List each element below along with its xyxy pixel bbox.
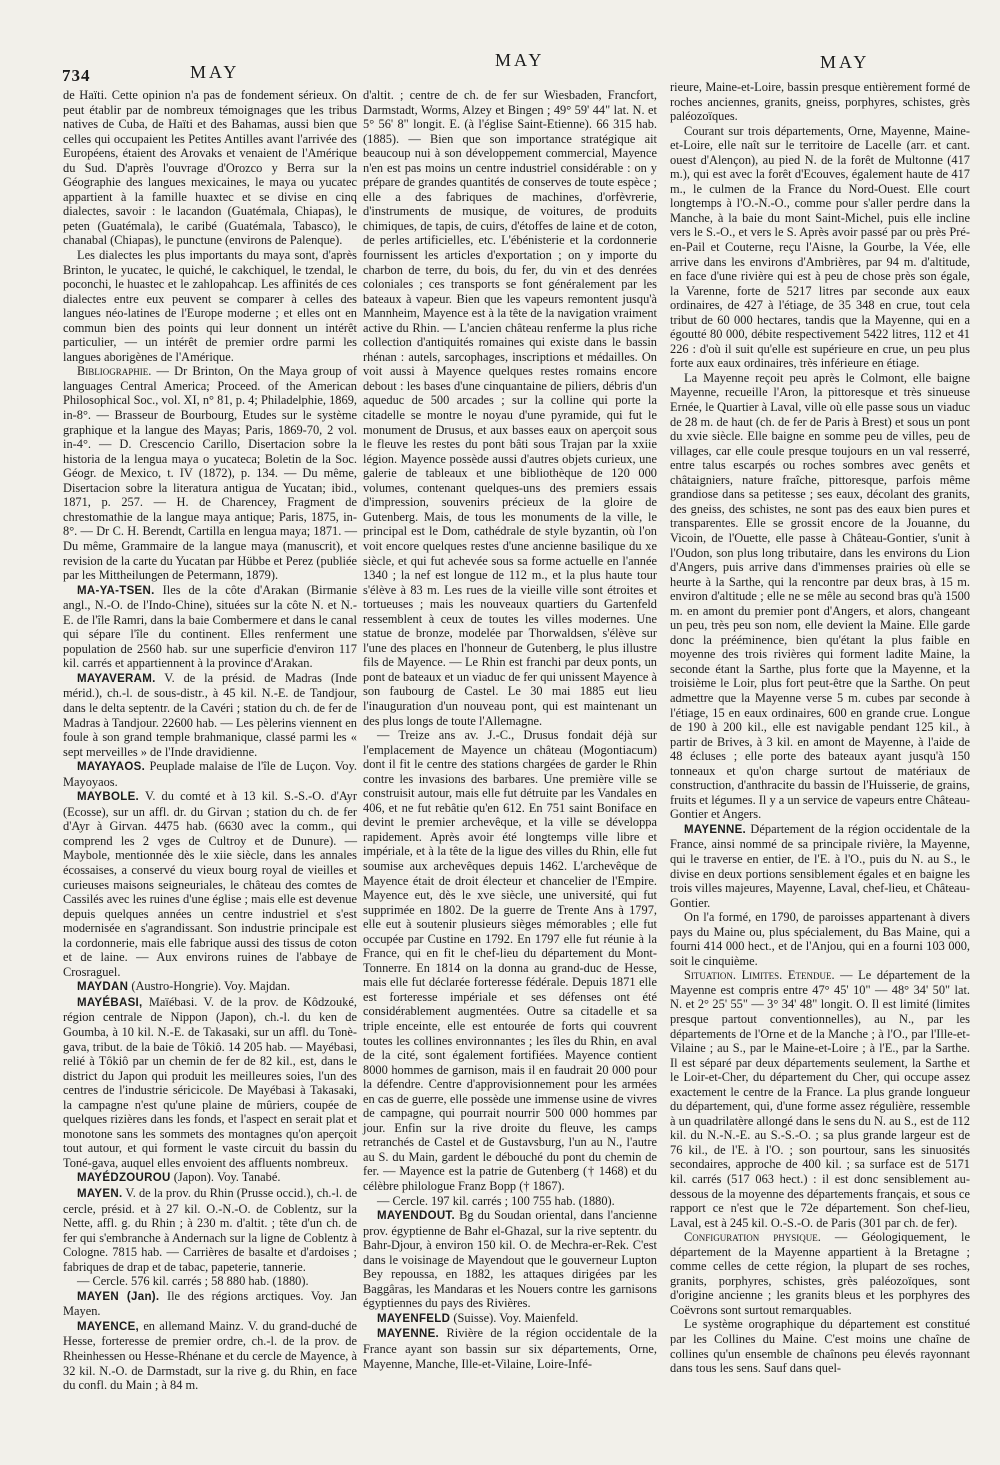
headword: MAYÉDZOUROU xyxy=(77,1172,171,1185)
column-1 xyxy=(63,88,357,1393)
headword: MAYENCE, xyxy=(77,1320,140,1333)
section-label: Situation. Limites. Etendue. xyxy=(684,968,835,983)
entry-mayence xyxy=(63,1319,357,1393)
entry-mayendout xyxy=(363,1208,657,1311)
bibliography-text: — Dr Brinton, On the Maya group of languages Central America; Proceed. of the American Philosophical Soc., vol. XI, n° 81, p. 4; Philadelphie, 1869, in-8°. — Brasseur de Bourbourg, Etudes sur le système graphique et la langue des Mayas; Paris, 1869-70, 2 vol. in-4°. — D. Crescencio Carillo, Disertacion sobre la historia de la lengua maya o yucateca; Boletin de la Soc. Géogr. de Mexico, t. IV (1872), p. 134. — Du même, Disertacion sobre la literatura antigua de Yucatan; ibid., 1871, p. 257. — H. de Charencey, Fragment de chrestomathie de la langue maya antique; Paris, 1875, in-8°. — Dr C. H. Berendt, Cartilla en lengua maya; 1871. — Du même, Grammaire de la langue maya (manuscrit), et revision de la carte du Yucatan par Hübbe et Perez (publiée par les Mittheilungen de Petermann, 1879). xyxy=(63,364,357,583)
entry-text: Bg du Soudan oriental, dans l'ancienne prov. égyptienne de Bahr el-Ghazal, sur la rive septentr. du Bahr-Djour, à environ 150 kil. O. de Mechra-er-Rek. C'est dans le voisinage de Mayendout que le gouverneur Lupton Bey repoussa, en 1882, les attaques dirigées par les Baggâras, les Mandaras et les Nouers contre les garnisons égyptiennes du pays des Rivières. xyxy=(363,1208,657,1311)
column-3 xyxy=(670,80,970,1376)
section-orography: Le système orographique du département est constitué par les Collines du Maine. C'est moins une chaîne de collines qu'un ensemble de chaînons peu élevés rayonnant dans tous les sens. Sauf dans quel- xyxy=(670,1317,970,1376)
headword: MAYENDOUT. xyxy=(377,1210,455,1223)
entry-mayayaos xyxy=(63,759,357,789)
entry-text: (Japon). Voy. Tanabé. xyxy=(173,1170,281,1185)
entry-mayen-cercle: — Cercle. 576 kil. carrés ; 58 880 hab. (1880). xyxy=(77,1274,309,1289)
entry-mayenne-course: Courant sur trois départements, Orne, Mayenne, Maine-et-Loire, elle naît sur le territoire de Lacelle (arr. et cant. ouest d'Alençon), au pied N. de la forêt de Multonne (417 m.), qui est avec la forêt d'Ecouves, également haute de 417 m., le culmen de la France du Nord-Ouest. Elle court longtemps à l'O.-N.-O., comme pour s'aller perdre dans la Manche, à la baie du mont Saint-Michel, puis elle incline vers le S.-O., et vers le S. Après avoir passé par ou près Pré-en-Pail et Couterne, reçu l'Aisne, la Gourbe, la Vée, elle arrive dans les environs d'Ambrières, par 94 m. d'altitude, en face d'une rivière qui est à peu de chose près son égale, la Varenne, forte de 5217 litres par seconde aux eaux ordinaires, de 427 à l'étiage, de 35 348 en crue, tout cela tribut de 60 000 hectares, tandis que la Mayenne, qui en a égoutté 80 000, débite respectivement 5422 litres, 112 et 41 226 : d'où il suit qu'elle est supérieure en crue, un peu plus forte aux eaux ordinaires, très inférieure en étiage. xyxy=(670,123,970,371)
headword: MAYENFELD xyxy=(377,1312,451,1325)
entry-text: en allemand Mainz. V. du grand-duché de Hesse, forteresse de premier ordre, ch.-l. de la prov. de Rheinhessen ou Hesse-Rhénane et du cercle de Mayence, à 32 kil. N.-O. de Darmstadt, sur la rive g. du Rhin, en face du confl. du Main ; à 84 m. xyxy=(63,1318,357,1393)
headword: MAYAVERAM. xyxy=(77,672,156,685)
entry-mayenne-river xyxy=(363,1326,657,1371)
entry-text: Rivière de la région occidentale de la France ayant son bassin sur six départements, Orne, Mayenne, Manche, Ille-et-Vilaine, Loire-Infé- xyxy=(363,1326,657,1371)
entry-mayenfeld xyxy=(363,1311,657,1327)
headword: MA-YA-TSEN. xyxy=(77,584,155,597)
entry-mayen xyxy=(63,1186,357,1274)
running-head-right: MAY xyxy=(820,52,870,72)
running-head-left: MAY xyxy=(190,62,240,82)
entry-maybole xyxy=(63,789,357,979)
entry-text: V. de la prov. du Rhin (Prusse occid.), ch.-l. de cercle, présid. et à 27 kil. O.-N.-O. de Coblentz, sur la Nette, affl. g. du Rhin ; à 230 m. d'altit. ; tête d'un ch. de fer qui s'embranche à Andernach sur la ligne de Coblentz à Cologne. 7815 hab. — Carrières de basalte et d'ardoises ; fabriques de drap et de tabac, papeterie, tannerie. xyxy=(63,1186,358,1274)
entry-mayedzourou xyxy=(63,1170,357,1186)
bibliography-label: Bibliographie. xyxy=(77,364,152,379)
entry-mayence-history: — Treize ans av. J.-C., Drusus fondait déjà sur l'emplacement de Mayence un château (Mogontiacum) dont il fit le centre des stations chargées de garder le Rhin contre les invasions des barbares. Une première ville se construisit autour, mais elle fut détruite par les Vandales en 406, et ne fut rebâtie qu'en 612. En 751 saint Boniface en devint le premier archevêque, et la ville se développa rapidement. Après avoir été longtemps ville libre et impériale, et à la tête de la ligue des villes du Rhin, elle fut soumise aux archevêques depuis 1462. L'archevêque de Mayence était de droit électeur et chancelier de l'Empire. Mayence eut, dès le xve siècle, une université, qui fut supprimée en 1802. De la guerre de Trente Ans à 1797, elle eut à soutenir plusieurs sièges mémorables ; elle fut occupée par Custine en 1792. En 1797 elle fut réunie à la France, qui en fit le chef-lieu du département du Mont-Tonnerre. En 1814 on la donna au grand-duc de Hesse, mais elle fut déclarée forteresse fédérale. Depuis 1871 elle est forteresse impériale et ses défenses ont été considérablement augmentées. Outre sa citadelle et sa triple enceinte, elle est entourée de forts qui couvrent toutes les collines environnantes ; les îles du Rhin, en aval de la cité, sont également fortifiées. Mayence contient 8000 hommes de garnison, mais il en faudrait 20 000 pour la défendre. Centre d'approvisionnement pour les armées en cas de guerre, elle possède une immense usine de vivres de campagne, qui pourrait nourrir 500 000 hommes par jour. Enfin sur la rive droite du fleuve, les camps retranchés de Castel et de Gustavsburg, l'un au N., l'autre au S. du Main, gardent le débouché du pont du chemin de fer. — Mayence est la patrie de Gutenberg († 1468) et du célèbre philologue Franz Bopp († 1867). xyxy=(363,728,657,1194)
entry-text: Maïébasi. V. de la prov. de Kôdzouké, région centrale de Nippon (Japon), ch.-l. du ken de Goumba, à 10 kil. N.-E. de Takasaki, sur un affl. du Tonè-gava, tribut. de la baie de Tôkiô. 14 205 hab. — Mayébasi, relié à Tôkiô par un chemin de fer de 82 kil., est, dans le district du Japon qui produit les meilleures soies, l'un des centres de l'industrie séricicole. De Mayébasi à Takasaki, la campagne n'est qu'une plaine de mûriers, coupée de quelques rizières dans les fonds, et l'aspect en serait plat et monotone sans les sommets des montagnes qu'on aperçoit tout autour, et qui forment le vaste circuit du bassin du Toné-gava, auquel elles envoient des affluents nombreux. xyxy=(63,994,357,1170)
section-configuration xyxy=(670,1230,970,1317)
entry-text: (Austro-Hongrie). Voy. Majdan. xyxy=(131,979,291,994)
headword: MAYEN (Jan). xyxy=(77,1290,160,1303)
entry-maydan xyxy=(63,979,357,995)
entry-mayence-cont: d'altit. ; centre de ch. de fer sur Wiesbaden, Francfort, Darmstadt, Worms, Alzey et Bingen ; 49° 59' 44" lat. N. et 5° 56' 8" longit. E. (à l'église Saint-Etienne). 66 315 hab. (1885). — Bien que son importance stratégique ait beaucoup nui à son développement commercial, Mayence n'en est pas moins un centre industriel considérable : on y prépare de grandes quantités de conserves de toute espèce ; elle a des fabriques de machines, d'orfèvrerie, d'instruments de musique, de voitures, de produits chimiques, de tapis, de cuirs, d'étoffes de laine et de coton, de perles artificielles, etc. L'ébénisterie et la cordonnerie fournissent les articles d'exportation ; on y importe du charbon de terre, du bois, du fer, du vin et des denrées coloniales ; ces transports se font généralement par les bateaux à vapeur. Bien que les vapeurs remontent jusqu'à Mannheim, Mayence est à la tête de la navigation vraiment active du Rhin. — L'ancien château renferme la plus riche collection d'antiquités romaines qui existe dans le bassin rhénan : autels, sarcophages, inscriptions et médailles. On voit aussi à Mayence quelques restes romains encore debout : les bases d'une cinquantaine de piliers, débris d'un aqueduc de 500 arcades ; sur la colline qui porte la citadelle se montre le noyau d'une pyramide, qui fut le monument de Drusus, et aux basses eaux on aperçoit sous le fleuve les restes du pont bâti sous Trajan par la xxiie légion. Mayence possède aussi d'autres objets curieux, une galerie de tableaux et une bibliothèque de 120 000 volumes, contenant quelques-uns des premiers essais d'impression, souvenirs précieux de la gloire de Gutenberg. Mais, de tous les monuments de la ville, le principal est le Dom, cathédrale de style byzantin, où l'on voit encore quelques restes d'une ancienne basilique du xe siècle, et qui fut achevée sous sa forme actuelle en l'année 1340 ; la nef est longue de 112 m., et la plus haute tour s'élève à 83 m. Les rues de la vieille ville sont étroites et tortueuses ; mais les nouveaux quartiers du Gartenfeld ressemblent à ceux de toutes les villes modernes. Une statue de bronze, modelée par Thorwaldsen, s'élève sur l'une des places en l'honneur de Gutenberg, le plus illustre fils de Mayence. — Le Rhin est franchi par deux ponts, un pont de bateaux et un viaduc de fer qui unissent Mayence à son faubourg de Castel. Le 30 mai 1885 eut lieu l'inauguration d'un nouveau pont, qui est maintenant un des plus longs de toute l'Allemagne. xyxy=(363,88,657,728)
section-text: — Géologiquement, le département de la Mayenne appartient à la Bretagne ; comme celles de cette région, la plupart de ses roches, granits, porphyres, schistes, grès paléozoïques, sont d'origine ancienne ; les granits bleus et les porphyres des Coëvrons sont surtout remarquables. xyxy=(670,1230,970,1317)
headword: MAYAYAOS. xyxy=(77,761,146,774)
entry-text: Ile des régions arctiques. Voy. Jan Mayen. xyxy=(63,1288,357,1319)
entry-mayence-cercle: — Cercle. 197 kil. carrés ; 100 755 hab. (1880). xyxy=(377,1193,615,1208)
entry-mayaveram xyxy=(63,671,357,759)
entry-text: Iles de la côte d'Arakan (Birmanie angl., N.-O. de l'Indo-Chine), situées sur la côte N. et N.-E. de l'île Ramri, dans la baie Combermere et dans le canal qui sépare l'île du continent. Elles renferment une population de 2560 hab. sur une superficie d'environ 117 kil. carrés et appartiennent à la province d'Arakan. xyxy=(63,582,357,671)
headword: MAYÉBASI, xyxy=(77,996,143,1009)
entry-text: Département de la région occidentale de la France, ainsi nommé de sa principale rivière, la Mayenne, qui le traverse en entier, de l'E. à l'O., puis du N. au S., le divise en deux portions sensiblement égales et en baigne les trois villes majeures, Mayenne, Laval, chef-lieu, et Château-Gontier. xyxy=(670,821,970,910)
entry-mayenne-tributaries: La Mayenne reçoit peu après le Colmont, elle baigne Mayenne, recueille l'Aron, la pittoresque et très sinueuse Ernée, le Quartier à Laval, ville où elle passe sous un viaduc de 28 m. de haut (ch. de fer de Paris à Brest) et sous un pont du xvie siècle. Elle baigne en somme peu de villes, peu de villages, car elle coule presque toujours en un val resserré, entre talus escarpés ou roches sombres avec genêts et châtaigniers, nature fraîche, pittoresque, parfois même grandiose dans sa petitesse ; ses eaux, décolant des granits, des gneiss, des schistes, ne sont pas des eaux bien pures et transparentes. Elle se grossit encore de la Jouanne, du Vicoin, de l'Ouette, elle passe à Château-Gontier, s'unit à l'Oudon, son plus long tributaire, dans les environs du Lion d'Angers, puis arrive dans d'immenses prairies où elle se heurte à la Sarthe, qui la rencontre par deux bras, à 15 m. environ d'altitude ; elle ne se mêle au second bras qu'à 1500 m. en amont du premier pont d'Angers, et alors, changeant un peu, très peu son nom, elle devient la Maine. Elle garde donc la prééminence, bien qu'étant la plus faible en moyenne des trois rivières qui forment ladite Maine, la seconde étant la Sarthe, plus forte que la Mayenne, et la troisième le Loir, plus fort peut-être que la Sarthe. On peut admettre que la Mayenne verse 5 m. cubes par seconde à l'étiage, 15 en eaux ordinaires, 600 en grande crue. Longue de 190 à 200 kil., elle est navigable pendant 125 kil., à partir de Brives, à 3 kil. en amont de Mayenne, à l'aide de 48 écluses ; elle porte des bateaux ayant jusqu'à 150 tonneaux et qu'on charge surtout de matériaux de construction, d'anthracite du bassin de l'Huisserie, de grains, fruits et légumes. Il y a un service de vapeurs entre Château-Gontier et Angers. xyxy=(670,370,971,822)
headword: MAYENNE. xyxy=(377,1328,440,1341)
bibliography xyxy=(63,364,357,582)
entry-mayen-jan xyxy=(63,1289,357,1319)
headword: MAYDAN xyxy=(77,981,129,994)
headword: MAYENNE. xyxy=(684,823,747,836)
entry-text: Peuplade malaise de l'île de Luçon. Voy. Mayoyaos. xyxy=(63,759,357,789)
headword: MAYEN. xyxy=(77,1188,123,1201)
entry-mayatsen xyxy=(63,583,357,671)
entry-mayenne-dept xyxy=(670,822,970,910)
section-limites xyxy=(670,968,970,1230)
entry-text: V. du comté et à 13 kil. S.-S.-O. d'Ayr (Ecosse), sur un affl. dr. du Girvan ; station du ch. de fer d'Ayr à Girvan. 4475 hab. (6630 avec la comm., qui comprend les 2 vges de Cultroy et de Dunure). — Maybole, mentionnée dès le xiie siècle, dans les annales écossaises, a conservé du vieux bourg royal de vieilles et curieuses maisons seigneuriales, le château des comtes de Cassilés avec les ruines d'une église ; mais elle est devenue depuis quelques années un centre industriel et s'est modernisée en s'agrandissant. Son industrie principale est la cordonnerie, mais elle fabrique aussi des tissus de coton et de laine. — Aux environs ruines de l'abbaye de Crosraguel. xyxy=(63,789,357,979)
entry-mayenne-cont: rieure, Maine-et-Loire, bassin presque entièrement formé de roches anciennes, granits, gneiss, porphyres, schistes, grès paléozoïques. xyxy=(670,80,970,124)
section-label: Configuration physique. xyxy=(684,1230,821,1245)
headword: MAYBOLE. xyxy=(77,791,140,804)
entry-mayebasi xyxy=(63,995,357,1171)
section-text: — Le département de la Mayenne est compris entre 47° 45' 10" — 48° 34' 50" lat. N. et 2° 25' 55" — 3° 34' 48" longit. O. Il est limité (limites presque partout conventionnelles), au N., par les départements de l'Orne et de la Manche ; à l'O., par l'Ille-et-Vilaine ; au S., par le Maine-et-Loire ; à l'E., par la Sarthe. Il est séparé par deux départements seulement, la Sarthe et le Loir-et-Cher, du département du Cher, qui occupe assez exactement le centre de la France. La plus grande longueur du département, qui, d'une forme assez régulière, ressemble à un quadrilatère allongé dans le sens du N. au S., est de 112 kil. du N.-N.-E. au S.-S.-O. ; sa plus grande largeur est de 76 kil., de l'E. à l'O. ; son pourtour, sans les sinuosités secondaires, approche de 400 kil. ; sa surface est de 5171 kil. carrés (517 063 hect.) : il est donc sensiblement au-dessous de la moyenne des départements français, et sous ce rapport ce n'est que le 72e département. Son chef-lieu, Laval, est à 245 kil. O.-S.-O. de Paris (301 par ch. de fer). xyxy=(670,968,970,1230)
entry-maya-dialects: Les dialectes les plus importants du maya sont, d'après Brinton, le yucatec, le quiché, le cakchiquel, le tzendal, le poconchi, le huastec et le zahlopahcap. Les affinités de ces dialectes entre eux peuvent se comparer à celles des langues néo-latines de l'Europe moderne ; et elles ont en commun bien des points qui leur donnent un intérêt particulier, — un intérêt de premier ordre parmi les langues aborigènes de l'Amérique. xyxy=(63,248,357,364)
running-head-center: MAY xyxy=(495,50,545,70)
column-2 xyxy=(363,88,657,1371)
entry-mayenne-formation: On l'a formé, en 1790, de paroisses appartenant à divers pays du Maine ou, plus spécialement, du Bas Maine, qui a fourni 414 000 hect., et de l'Anjou, qui en a fourni 103 000, soit le cinquième. xyxy=(670,910,970,968)
page-number: 734 xyxy=(62,66,91,85)
entry-maya-text: de Haïti. Cette opinion n'a pas de fondement sérieux. On peut établir par de nombreux témoignages que les tribus natives de Cuba, de Haïti et des Bahamas, aussi bien que celles qui occupaient les Petites Antilles avant l'arrivée des Européens, étaient des Arovaks et venaient de l'Amérique du Sud. D'après l'ouvrage d'Orozco y Berra sur la Géographie des langues mexicaines, le maya ou yucatec appartient à la famille huaxtec et se divise en cinq dialectes, savoir : le lacandon (Guatémala, Chiapas), le peten (Guatémala), le caribé (Guatémala, Tabasco), le chanabal (Chiapas), le punctune (environs de Palenque). xyxy=(63,88,357,248)
entry-text: (Suisse). Voy. Maienfeld. xyxy=(453,1310,579,1325)
entry-text: V. de la présid. de Madras (Inde mérid.), ch.-l. de sous-distr., à 45 kil. N.-E. de Tandjour, dans le delta septentr. de la Cavéri ; station du ch. de fer de Madras à Tandjour. 22600 hab. — Les pèlerins viennent en foule à son grand temple brahmanique, classé parmi les « sept merveilles » de l'Inde dravidienne. xyxy=(63,670,358,759)
